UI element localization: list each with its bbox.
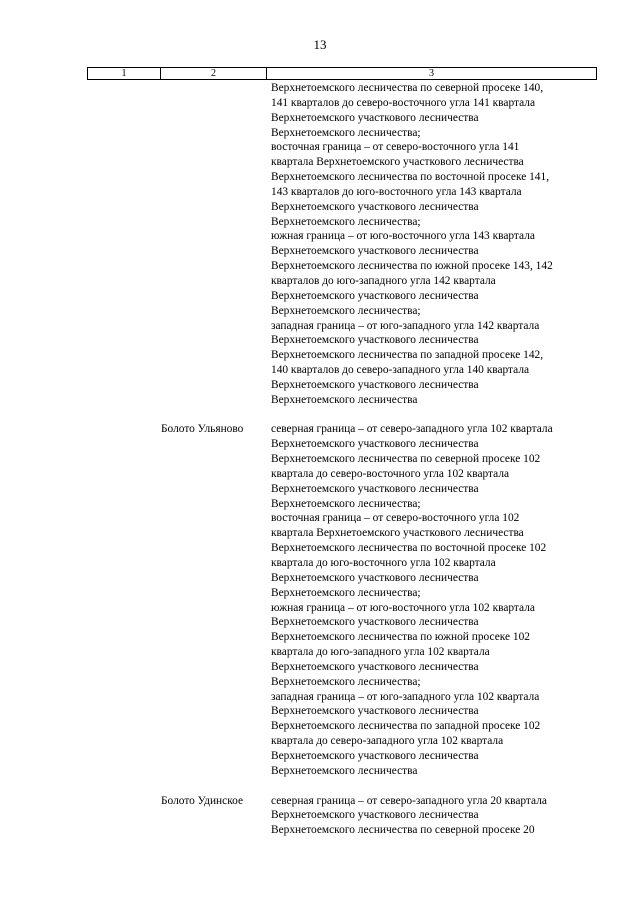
boundary-line: южная граница – от юго-восточного угла 143 квартала [271, 230, 535, 243]
boundary-line: Верхнетоемского лесничества по северной просеке 102 [271, 453, 541, 466]
boundary-line: Верхнетоемского лесничества по южной просеке 143, 142 [271, 260, 553, 273]
section-spacer [0, 408, 640, 423]
column-3-header: 3 [429, 68, 434, 79]
boundary-line: Верхнетоемского участкового лесничества [271, 334, 479, 347]
boundary-description [271, 81, 611, 408]
boundary-line: 143 кварталов до юго-восточного угла 143 квартала [271, 185, 522, 198]
boundary-line: Верхнетоемского участкового лесничества [271, 200, 479, 213]
boundary-line: Верхнетоемского лесничества по северной просеке 20 [271, 824, 535, 837]
boundary-line: кварталов до юго-западного угла 142 квартала [271, 274, 496, 287]
site-name: Болото Удинское [161, 794, 244, 807]
table-body [0, 81, 640, 838]
boundary-line: Верхнетоемского лесничества; [271, 675, 421, 688]
column-2-header: 2 [161, 68, 267, 79]
boundary-line: квартала до северо-восточного угла 102 квартала [271, 467, 510, 480]
boundary-line: Верхнетоемского лесничества по восточной просеке 141, [271, 171, 550, 184]
boundary-line: Верхнетоемского участкового лесничества [271, 111, 479, 124]
boundary-line: квартала до северо-западного угла 102 квартала [271, 735, 504, 748]
boundary-description [271, 794, 611, 839]
boundary-line: западная граница – от юго-западного угла 142 квартала [271, 319, 540, 332]
boundary-line: Верхнетоемского лесничества по западной просеке 142, [271, 349, 544, 362]
table-row [0, 794, 640, 839]
boundary-line: Верхнетоемского участкового лесничества [271, 616, 479, 629]
boundary-line: северная граница – от северо-западного угла 102 квартала [271, 423, 553, 436]
boundary-line: Верхнетоемского участкового лесничества [271, 289, 479, 302]
boundary-line: Верхнетоемского лесничества; [271, 497, 421, 510]
boundary-line: Верхнетоемского участкового лесничества [271, 749, 479, 762]
boundary-line: западная граница – от юго-западного угла 102 квартала [271, 690, 540, 703]
boundary-line: Верхнетоемского участкового лесничества [271, 378, 479, 391]
table-column-header [87, 67, 597, 80]
boundary-line: Верхнетоемского лесничества по северной просеке 140, [271, 82, 544, 94]
column-1-header: 1 [88, 68, 161, 79]
boundary-line: квартала Верхнетоемского участкового лесничества [271, 156, 524, 169]
page-number: 13 [313, 37, 327, 52]
table-row [0, 81, 640, 408]
boundary-line: Верхнетоемского лесничества по восточной просеке 102 [271, 542, 547, 555]
table-row [0, 422, 640, 778]
site-name: Болото Ульяново [161, 423, 244, 436]
boundary-line: квартала Верхнетоемского участкового лесничества [271, 527, 524, 540]
boundary-line: Верхнетоемского участкового лесничества [271, 809, 479, 822]
boundary-line: квартала до юго-западного угла 102 квартала [271, 646, 490, 659]
boundary-description [271, 422, 611, 778]
boundary-line: Верхнетоемского лесничества; [271, 126, 421, 139]
boundary-line: Верхнетоемского участкового лесничества [271, 438, 479, 451]
boundary-line: Верхнетоемского лесничества [271, 764, 418, 777]
boundary-line: Верхнетоемского лесничества; [271, 586, 421, 599]
boundary-line: Верхнетоемского лесничества [271, 393, 418, 406]
boundary-line: Верхнетоемского участкового лесничества [271, 705, 479, 718]
boundary-line: Верхнетоемского лесничества по западной просеке 102 [271, 720, 541, 733]
boundary-line: Верхнетоемского лесничества; [271, 304, 421, 317]
boundary-line: восточная граница – от северо-восточного угла 141 [271, 141, 520, 154]
section-spacer [0, 779, 640, 794]
boundary-line: северная граница – от северо-западного угла 20 квартала [271, 794, 547, 807]
boundary-line: Верхнетоемского участкового лесничества [271, 571, 479, 584]
boundary-line: Верхнетоемского участкового лесничества [271, 245, 479, 258]
boundary-line: Верхнетоемского участкового лесничества [271, 660, 479, 673]
boundary-line: восточная граница – от северо-восточного угла 102 [271, 512, 520, 525]
boundary-line: южная граница – от юго-восточного угла 102 квартала [271, 601, 535, 614]
boundary-line: Верхнетоемского лесничества; [271, 215, 421, 228]
boundary-line: Верхнетоемского участкового лесничества [271, 482, 479, 495]
boundary-line: 141 кварталов до северо-восточного угла 141 квартала [271, 96, 536, 109]
boundary-line: 140 кварталов до северо-западного угла 140 квартала [271, 364, 530, 377]
boundary-line: Верхнетоемского лесничества по южной просеке 102 [271, 631, 530, 644]
boundary-line: квартала до юго-восточного угла 102 квартала [271, 557, 496, 569]
